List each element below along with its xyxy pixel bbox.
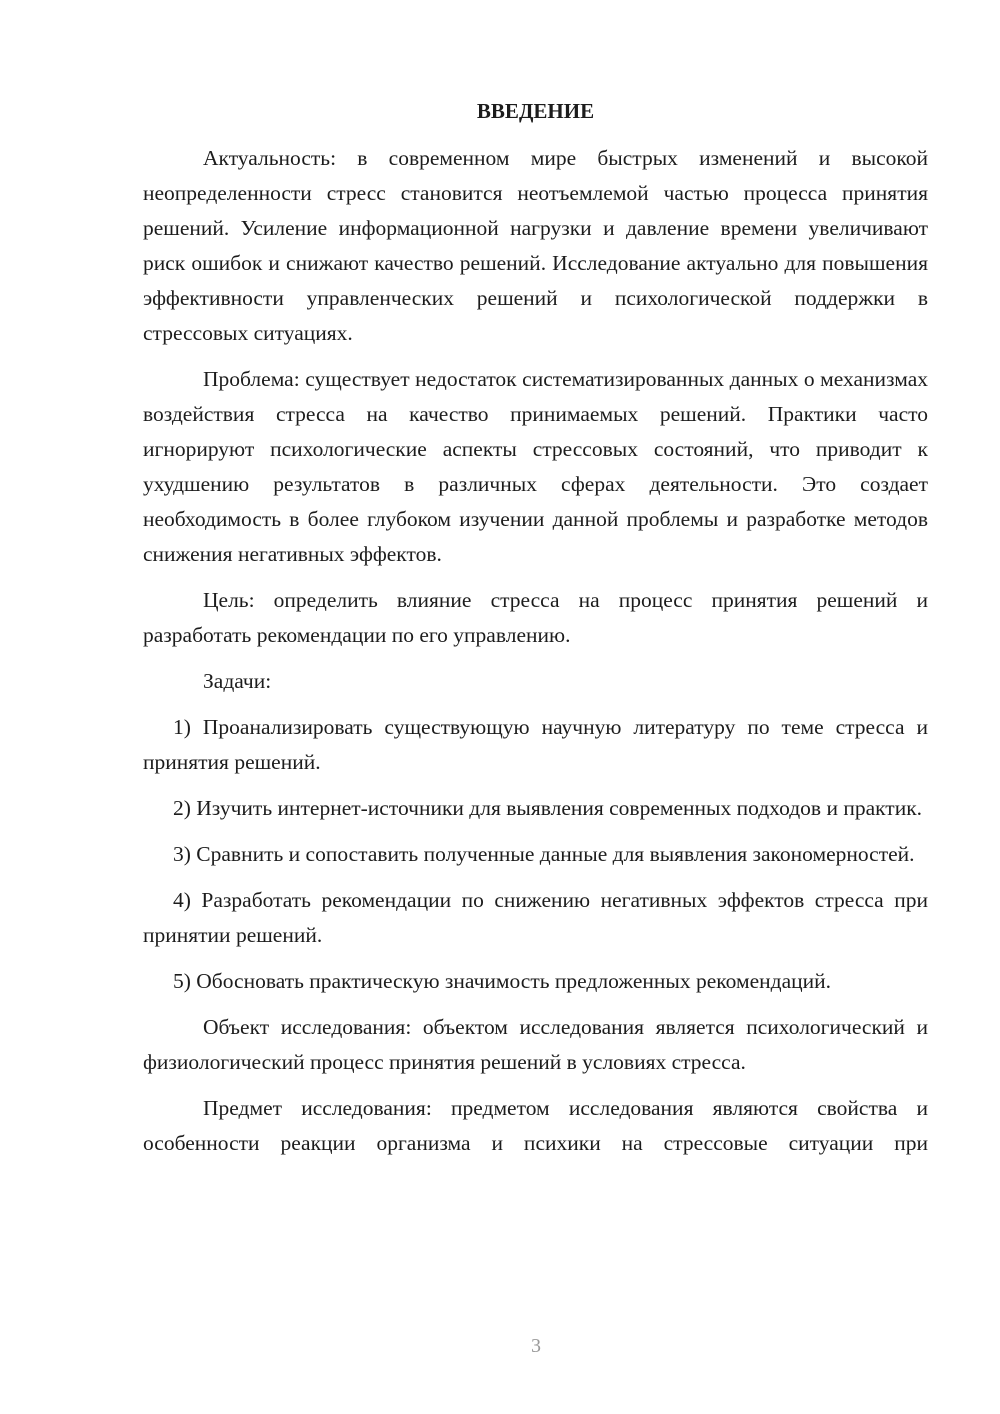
task-item-2: 2) Изучить интернет-источники для выявления современных подходов и практик.: [173, 796, 923, 820]
problem-paragraph: Проблема: существует недостаток систематизированных данных о механизмах воздействия стресса на качество принимаемых решений. Практики часто игнорируют психологические аспекты стрессовых состояний, что приводит к ухудшению результатов в различных сферах деятельности. Это создает необходимость в более глубоком изучении данной проблемы и разработке методов снижения негативных эффектов.: [143, 367, 928, 566]
document-body: [143, 141, 928, 1172]
goal-paragraph: Цель: определить влияние стресса на процесс принятия решений и разработать рекомендации по его управлению.: [143, 588, 928, 647]
task-item-3: 3) Сравнить и сопоставить полученные данные для выявления закономерностей.: [173, 842, 915, 866]
section-heading: ВВЕДЕНИЕ: [476, 99, 595, 123]
task-item-4: 4) Разработать рекомендации по снижению негативных эффектов стресса при принятии решений.: [143, 888, 928, 947]
page-number: 3: [531, 1335, 541, 1357]
task-item-1: 1) Проанализировать существующую научную литературу по теме стресса и принятия решений.: [143, 715, 928, 774]
relevance-paragraph: Актуальность: в современном мире быстрых изменений и высокой неопределенности стресс становится неотъемлемой частью процесса принятия решений. Усиление информационной нагрузки и давление времени увеличивают риск ошибок и снижают качество решений. Исследование актуально для повышения эффективности управленческих решений и психологической поддержки в стрессовых ситуациях.: [143, 146, 928, 345]
tasks-heading: Задачи:: [203, 669, 272, 693]
task-item-5: 5) Обосновать практическую значимость предложенных рекомендаций.: [173, 969, 832, 993]
subject-paragraph: Предмет исследования: предметом исследования являются свойства и особенности реакции организма и психики на стрессовые ситуации при: [143, 1096, 928, 1155]
object-paragraph: Объект исследования: объектом исследования является психологический и физиологический процесс принятия решений в условиях стресса.: [143, 1015, 928, 1074]
